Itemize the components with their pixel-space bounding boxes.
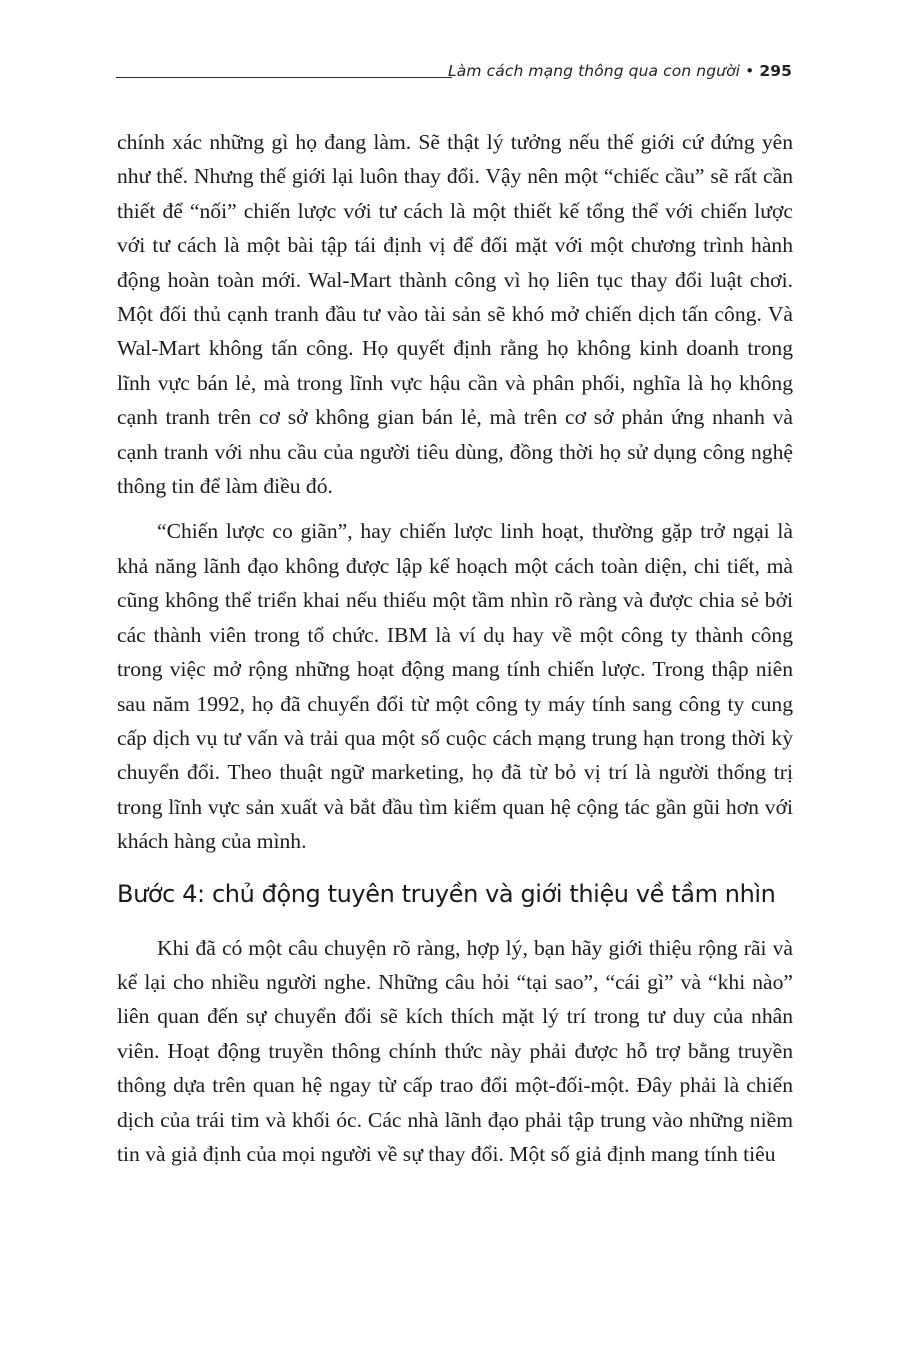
paragraph-ibm: “Chiến lược co giãn”, hay chiến lược linh hoạt, thường gặp trở ngại là khả năng lãnh đạo không được lập kế hoạch một cách toàn diện, chi tiết, mà cũng không thể triển khai nếu thiếu một tầm nhìn rõ ràng và được chia sẻ bởi các thành viên trong tổ chức. IBM là ví dụ hay về một công ty thành công trong việc mở rộng những hoạt động mang tính chiến lược. Trong thập niên sau năm 1992, họ đã chuyển đổi từ một công ty máy tính sang công ty cung cấp dịch vụ tư vấn và trải qua một số cuộc cách mạng trung hạn trong thời kỳ chuyển đổi. Theo thuật ngữ marketing, họ đã từ bỏ vị trí là người thống trị trong lĩnh vực sản xuất và bắt đầu tìm kiếm quan hệ cộng tác gần gũi hơn với khách hàng của mình. <box>117 519 793 854</box>
running-header <box>448 62 792 80</box>
page-body <box>117 125 793 1171</box>
section-heading: Bước 4: chủ động tuyên truyền và giới thiệu về tầm nhìn <box>117 879 776 908</box>
header-rule <box>116 77 452 78</box>
page-header <box>116 62 792 86</box>
running-title: Làm cách mạng thông qua con người <box>448 62 741 80</box>
header-bullet: • <box>745 62 755 80</box>
paragraph-continued: chính xác những gì họ đang làm. Sẽ thật lý tưởng nếu thế giới cứ đứng yên như thế. Nhưng thế giới lại luôn thay đổi. Vậy nên một “chiếc cầu” sẽ rất cần thiết để “nối” chiến lược với tư cách là một thiết kế tổng thể với chiến lược với tư cách là một bài tập tái định vị để đối mặt với một chương trình hành động hoàn toàn mới. Wal-Mart thành công vì họ liên tục thay đổi luật chơi. Một đối thủ cạnh tranh đầu tư vào tài sản sẽ khó mở chiến dịch tấn công. Và Wal-Mart không tấn công. Họ quyết định rằng họ không kinh doanh trong lĩnh vực bán lẻ, mà trong lĩnh vực hậu cần và phân phối, nghĩa là họ không cạnh tranh trên cơ sở không gian bán lẻ, mà trên cơ sở phản ứng nhanh và cạnh tranh với nhu cầu của người tiêu dùng, đồng thời họ sử dụng công nghệ thông tin để làm điều đó. <box>117 130 793 499</box>
page-number: 295 <box>759 62 792 80</box>
paragraph-communication: Khi đã có một câu chuyện rõ ràng, hợp lý, bạn hãy giới thiệu rộng rãi và kể lại cho nhiều người nghe. Những câu hỏi “tại sao”, “cái gì” và “khi nào” liên quan đến sự chuyển đổi sẽ kích thích mặt lý trí trong tư duy của nhân viên. Hoạt động truyền thông chính thức này phải được hỗ trợ bằng truyền thông dựa trên quan hệ ngay từ cấp trao đổi một-đối-một. Đây phải là chiến dịch của trái tim và khối óc. Các nhà lãnh đạo phải tập trung vào những niềm tin và giả định của mọi người về sự thay đổi. Một số giả định mang tính tiêu <box>117 935 793 1166</box>
